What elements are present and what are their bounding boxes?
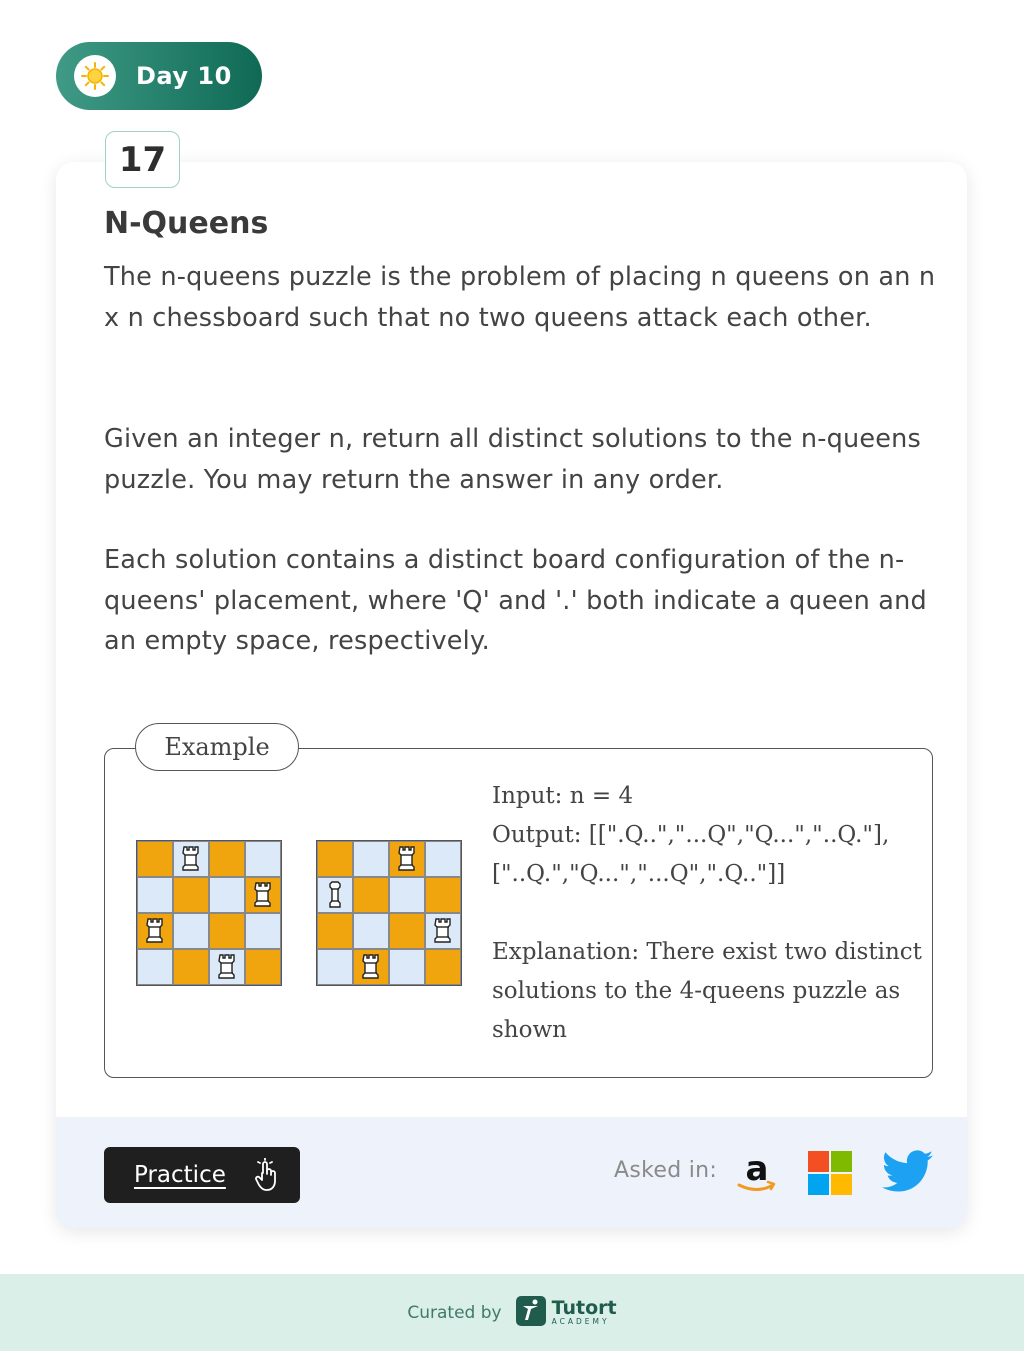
example-input: Input: n = 4 [492, 783, 634, 809]
board-cell [353, 949, 389, 985]
board-cell [245, 877, 281, 913]
amazon-logo [735, 1150, 779, 1200]
board-cell [137, 877, 173, 913]
problem-title: N-Queens [104, 206, 269, 241]
board-cell [317, 949, 353, 985]
chess-piece-icon [251, 880, 275, 910]
board-cell [317, 913, 353, 949]
chess-piece-icon [395, 844, 419, 874]
example-tag: Example [135, 723, 299, 771]
chess-piece-icon [431, 916, 455, 946]
board-cell [245, 949, 281, 985]
example-explanation: Explanation: There exist two distinct solutions to the 4-queens puzzle as shown [492, 939, 922, 1043]
example-output: Output: [[".Q..","...Q","Q...","..Q."],["..Q.","Q...","...Q",".Q.."]] [492, 822, 890, 887]
board-cell [317, 877, 353, 913]
board-cell [209, 913, 245, 949]
description-paragraph-2: Given an integer n, return all distinct solutions to the n-queens puzzle. You may return the answer in any order. [104, 424, 922, 495]
board-cell [353, 877, 389, 913]
description-paragraph-1: The n-queens puzzle is the problem of placing n queens on an n x n chessboard such that no two queens attack each other. [104, 262, 936, 333]
board-cell [137, 949, 173, 985]
pointer-hand-icon [254, 1158, 280, 1196]
practice-label: Practice [134, 1162, 226, 1188]
board-cell [317, 841, 353, 877]
board-cell [209, 877, 245, 913]
svg-text:a: a [745, 1150, 769, 1189]
brand-name: Tutort [551, 1297, 617, 1319]
chessboard-solution-2 [316, 840, 462, 986]
chess-piece-icon [359, 952, 383, 982]
board-cell [389, 949, 425, 985]
twitter-logo [882, 1150, 934, 1198]
board-cell [245, 913, 281, 949]
chess-piece-icon [179, 844, 203, 874]
board-cell [245, 841, 281, 877]
board-cell [173, 949, 209, 985]
brand-sub: ACADEMY [551, 1317, 610, 1326]
chess-piece-icon [143, 916, 167, 946]
day-badge [56, 42, 262, 110]
board-cell [173, 913, 209, 949]
board-cell [389, 877, 425, 913]
chess-piece-icon [323, 880, 347, 910]
board-cell [173, 877, 209, 913]
asked-in-label: Asked in: [614, 1158, 718, 1183]
board-cell [425, 949, 461, 985]
microsoft-logo [808, 1151, 852, 1199]
sun-icon [74, 55, 116, 97]
board-cell [425, 913, 461, 949]
description-paragraph-3: Each solution contains a distinct board configuration of the n-queens' placement, where 'Q' and '.' both indicate a queen and an empty space, respectively. [104, 545, 927, 656]
board-cell [389, 913, 425, 949]
board-cell [425, 841, 461, 877]
board-cell [389, 841, 425, 877]
board-cell [353, 913, 389, 949]
board-cell [137, 841, 173, 877]
practice-button[interactable] [104, 1147, 300, 1203]
chessboard-solution-1 [136, 840, 282, 986]
board-cell [209, 949, 245, 985]
board-cell [425, 877, 461, 913]
board-cell [209, 841, 245, 877]
tutort-logo-icon [516, 1296, 546, 1330]
board-cell [353, 841, 389, 877]
bottom-bar [0, 1274, 1024, 1351]
tutort-brand [552, 1299, 617, 1326]
board-cell [173, 841, 209, 877]
board-cell [137, 913, 173, 949]
chess-piece-icon [215, 952, 239, 982]
day-label: Day 10 [136, 62, 232, 90]
curated-by-label: Curated by [407, 1302, 502, 1323]
problem-number: 17 [105, 131, 180, 188]
